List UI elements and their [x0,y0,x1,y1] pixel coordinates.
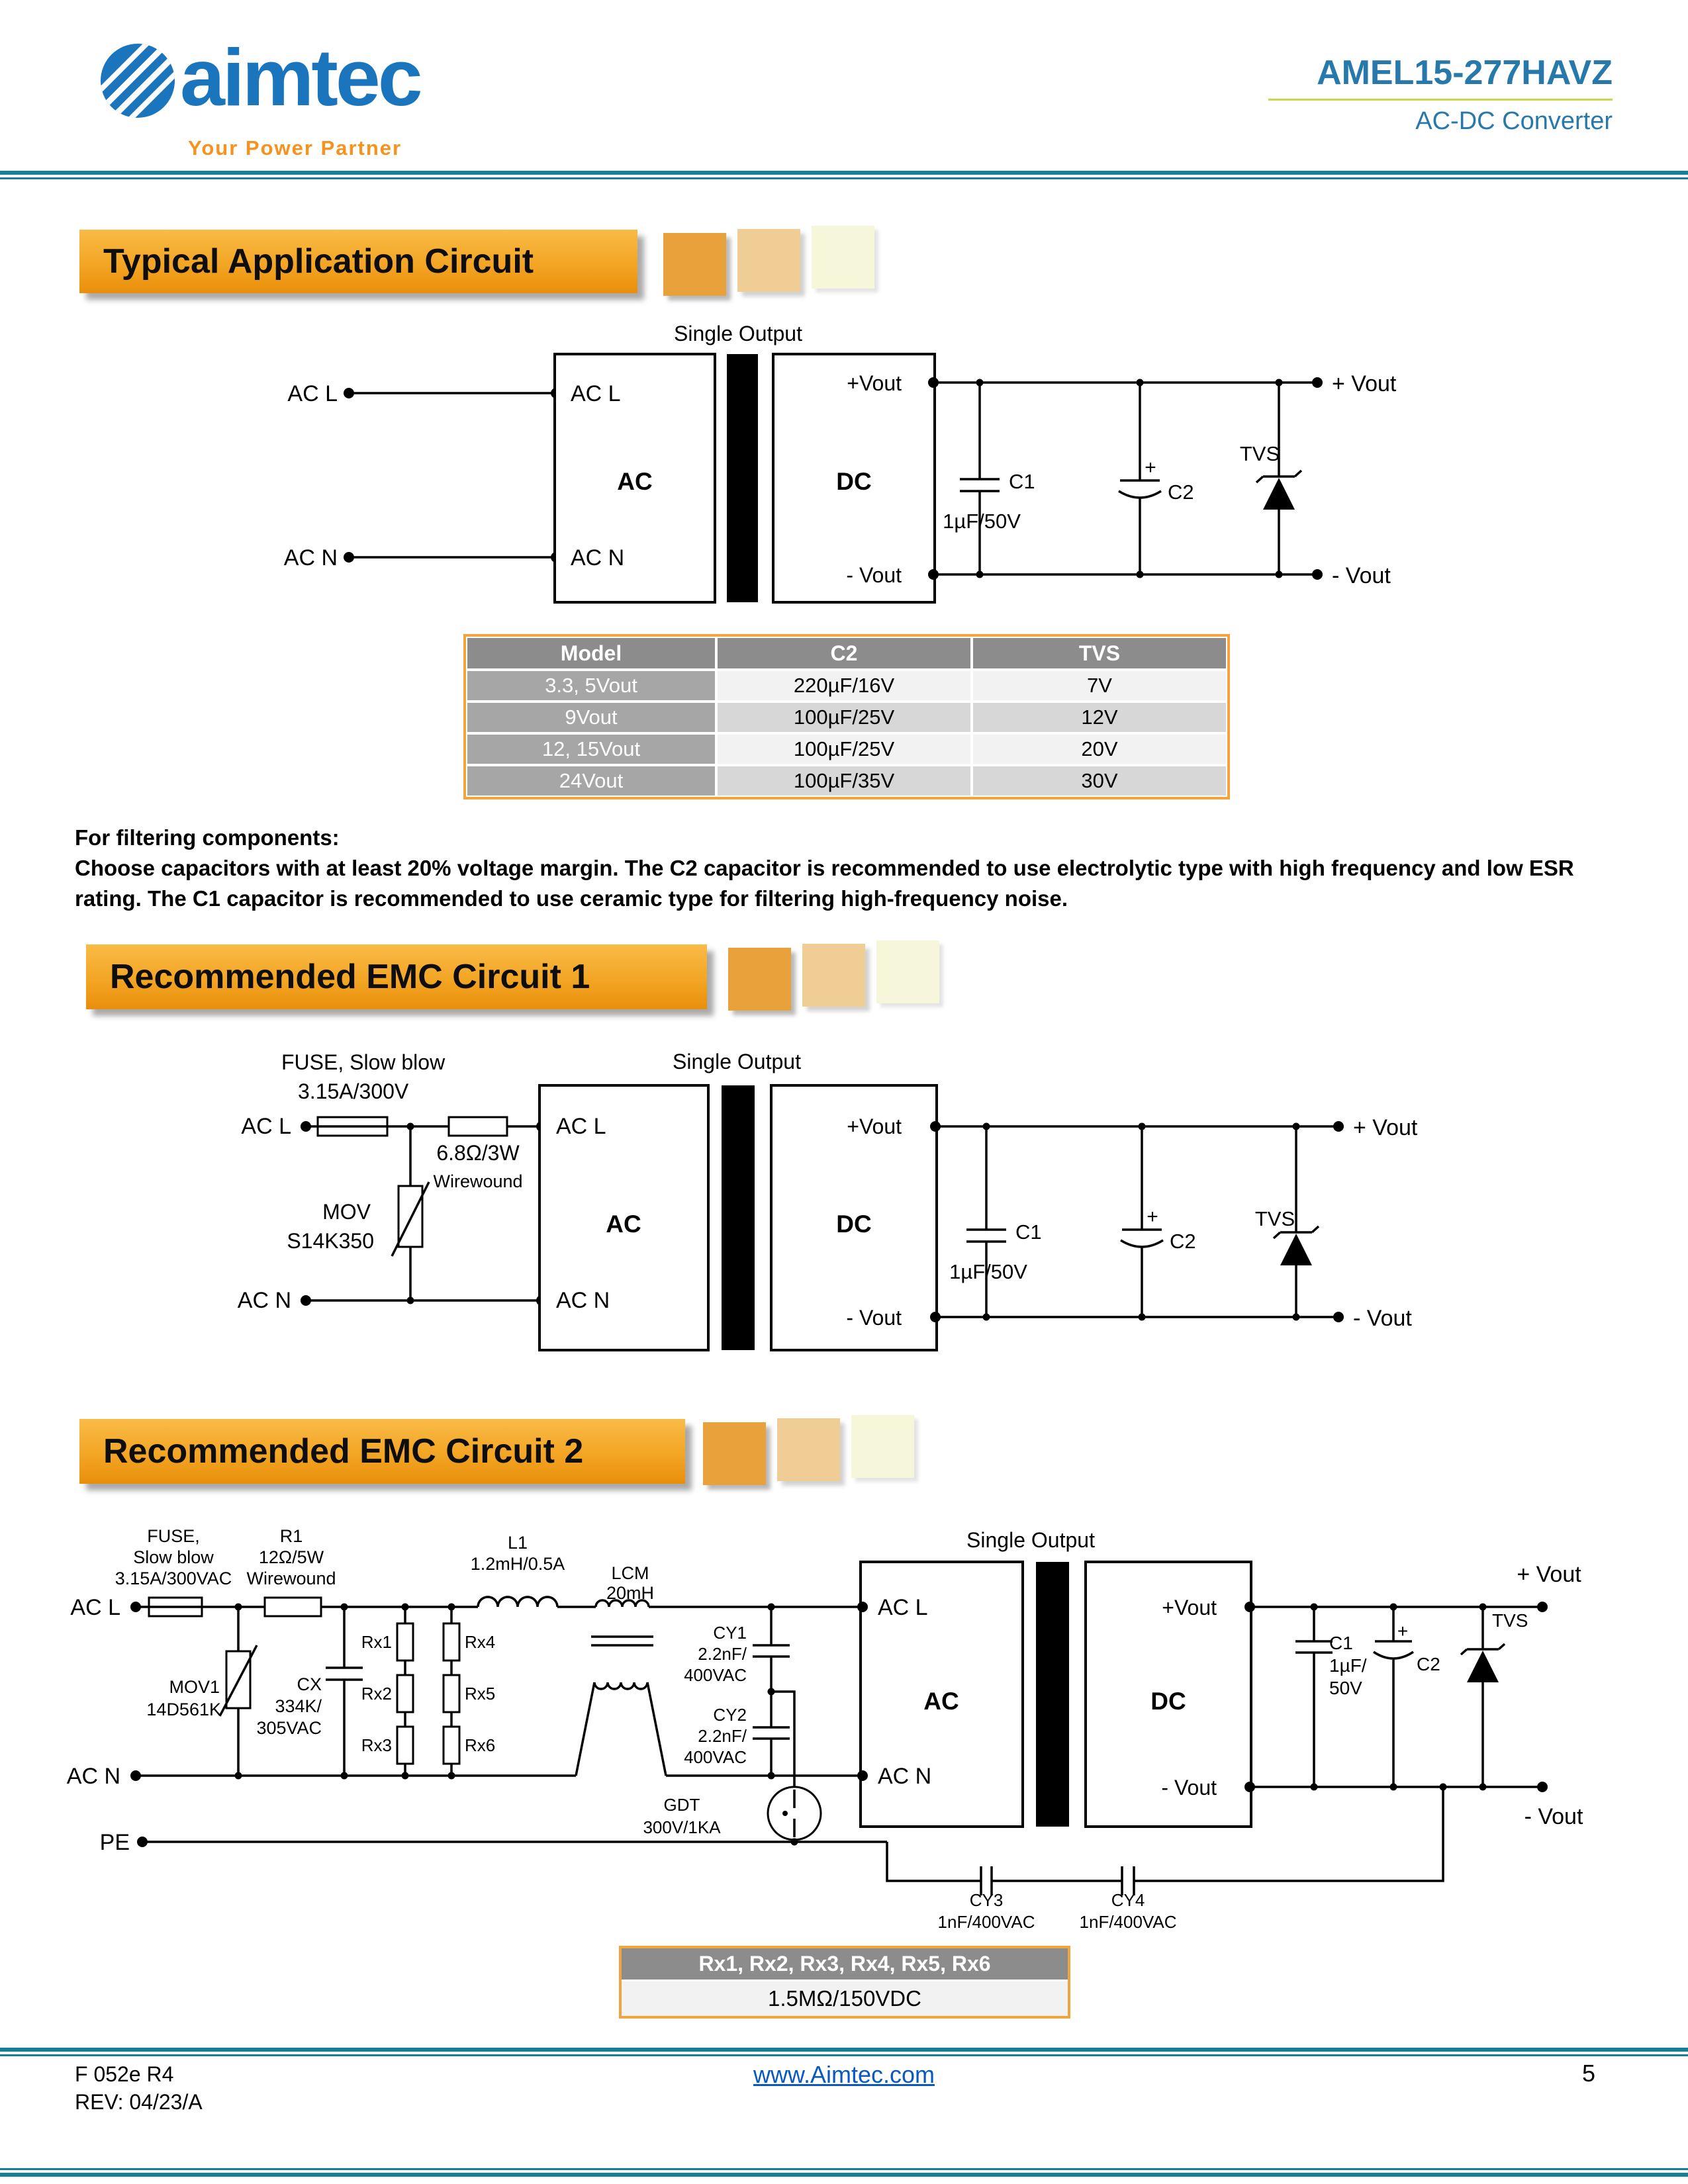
fuse [301,1117,387,1136]
lcm-value-label: 20mH [606,1583,655,1603]
tvs-diode [1256,379,1301,578]
module-ac-n-label: AC N [571,545,625,570]
l1-value-label: 1.2mH/0.5A [470,1554,565,1574]
model-cell: 3.3, 5Vout [466,670,716,702]
cy2-label: CY2 [713,1705,747,1725]
filtering-note [75,823,1604,914]
module-ac-n-label: AC N [556,1288,610,1313]
ac-n-input-label: AC N [237,1288,291,1313]
c2-cell: 100µF/25V [716,733,972,765]
c1-value-label: 1µF/50V [949,1260,1027,1283]
table-header-model: Model [466,637,716,670]
module-vout-minus-label: - Vout [1161,1776,1217,1799]
fuse-label: FUSE, Slow blow [281,1050,445,1074]
decor-square [876,940,939,1003]
emc-circuit-2-diagram [0,1516,1688,1939]
c1-value-label: 1µF/50V [943,510,1021,533]
footer-revision: REV: 04/23/A [75,2090,203,2114]
section-title: Recommended EMC Circuit 1 [110,958,590,996]
module-dc-label: DC [836,1210,872,1238]
vout-minus-terminal-label: - Vout [1353,1306,1412,1331]
c1-value-label-1: 1µF/ [1329,1655,1367,1676]
module-ac-label: AC [617,468,653,495]
module-ac-l-label: AC L [878,1595,928,1620]
module-ac-l-label: AC L [571,381,621,406]
mov-value-label: S14K350 [287,1229,374,1253]
transformer-bar [1036,1562,1069,1827]
logo-tagline: Your Power Partner [188,136,402,159]
c2-label: C2 [1170,1230,1196,1253]
cy3-label: CY3 [969,1890,1004,1910]
model-cell: 12, 15Vout [466,733,716,765]
decor-square [703,1422,766,1485]
c2-cell: 100µF/35V [716,765,972,797]
cy1-capacitor [753,1604,790,1728]
table-header-c2: C2 [716,637,972,670]
tvs-cell: 7V [972,670,1227,702]
model-cell: 9Vout [466,702,716,733]
table-row [466,733,1227,765]
c1-value-label-2: 50V [1329,1678,1362,1698]
rx5-label: Rx5 [465,1684,496,1704]
c2-polarity-plus: + [1397,1621,1409,1641]
module-dc-label: DC [836,468,872,495]
cy1-label: CY1 [713,1623,747,1643]
c1-capacitor [1295,1604,1333,1791]
fuse-label-3: 3.15A/300VAC [115,1569,232,1588]
website-link[interactable]: www.Aimtec.com [753,2061,935,2088]
l1-label: L1 [507,1533,528,1553]
rx-table-header: Rx1, Rx2, Rx3, Rx4, Rx5, Rx6 [622,1948,1068,1981]
vout-plus-terminal-label: + Vout [1517,1562,1581,1587]
mov1-value-label: 14D561K [146,1700,221,1719]
pe-input-label: PE [99,1830,130,1855]
cy1-value-label-2: 400VAC [684,1665,747,1685]
fuse-value-label: 3.15A/300V [298,1079,409,1103]
vout-plus-terminal-label: + Vout [1353,1115,1418,1140]
table-header-row [466,637,1227,670]
typical-application-circuit-diagram [0,311,1688,615]
rx1-label: Rx1 [361,1632,392,1652]
page-number: 5 [1582,2060,1596,2087]
emc-circuit-1-diagram [0,1032,1688,1390]
tvs-label: TVS [1239,442,1280,465]
ac-l-input-label: AC L [70,1595,120,1620]
vout-minus-terminal-label: - Vout [1524,1804,1583,1829]
bottom-page-divider [0,2168,1688,2177]
r1-type-label: Wirewound [246,1569,336,1588]
module-vout-plus-label: +Vout [847,1115,902,1138]
module-vout-plus-label: +Vout [1162,1596,1217,1619]
c1-label: C1 [1009,470,1035,493]
r1-value-label: 12Ω/5W [258,1547,324,1567]
cy1-value-label-1: 2.2nF/ [698,1644,747,1664]
fuse-label-1: FUSE, [147,1526,200,1546]
c2-label: C2 [1417,1654,1440,1674]
part-number: AMEL15-277HAVZ [1317,54,1613,92]
fuse [130,1598,202,1616]
cy2-value-label-2: 400VAC [684,1747,747,1767]
filtering-note-title: For filtering components: [75,825,340,850]
decor-square [728,948,791,1011]
tvs-cell: 30V [972,765,1227,797]
module-ac-label: AC [923,1688,959,1715]
model-cell: 24Vout [466,765,716,797]
logo-wordmark: aimtec [180,32,420,122]
rx-table-value: 1.5MΩ/150VDC [622,1981,1068,2016]
module-dc-label: DC [1150,1688,1186,1715]
ac-n-input-label: AC N [66,1764,120,1789]
r1-resistor [202,1598,478,1616]
c2-tvs-selection-table [463,634,1230,799]
cx-label: CX [297,1674,322,1694]
cx-capacitor [326,1604,363,1780]
l1-inductor [478,1597,596,1607]
module-ac-label: AC [606,1210,641,1238]
gdt-gas-discharge-tube [768,1692,821,1842]
table-header-tvs: TVS [972,637,1227,670]
tvs-label: TVS [1492,1610,1528,1631]
vout-minus-terminal-label: - Vout [1332,563,1391,588]
table-row [466,670,1227,702]
tvs-label: TVS [1254,1207,1295,1230]
gdt-label: GDT [663,1795,700,1815]
single-output-label: Single Output [966,1528,1095,1552]
module-vout-minus-label: - Vout [846,563,902,587]
cy3-value-label: 1nF/400VAC [937,1912,1035,1932]
decor-square [737,229,800,292]
part-number-underline [1268,99,1613,101]
decor-square [663,233,726,296]
resistor-type-label: Wirewound [433,1171,523,1191]
gdt-value-label: 300V/1KA [643,1817,721,1837]
resistor-value-label: 6.8Ω/3W [436,1141,520,1165]
rx4-label: Rx4 [465,1632,496,1652]
ac-l-input-label: AC L [287,381,338,406]
footer-doc-number: F 052e R4 [75,2062,174,2086]
c1-label: C1 [1015,1220,1042,1244]
product-type: AC-DC Converter [1415,107,1613,135]
rx2-label: Rx2 [361,1684,392,1704]
cy4-label: CY4 [1111,1890,1145,1910]
section-title: Recommended EMC Circuit 2 [103,1432,584,1471]
rx-resistor-table [619,1946,1070,2019]
table-row [466,702,1227,733]
cy4-value-label: 1nF/400VAC [1079,1912,1177,1932]
section-title: Typical Application Circuit [103,242,534,281]
mov1-varistor [220,1604,257,1780]
fuse-label-2: Slow blow [133,1547,214,1567]
cx-value-label-2: 305VAC [256,1718,322,1738]
table-row [466,765,1227,797]
c2-label: C2 [1168,480,1194,504]
single-output-label: Single Output [673,1050,801,1073]
section-banner-emc-circuit-2 [79,1419,685,1484]
c2-polarity-plus: + [1145,457,1156,478]
aimtec-logo-icon [98,41,177,120]
section-banner-typical-application [79,230,637,293]
c1-capacitor [960,379,1000,578]
module-ac-l-label: AC L [556,1114,606,1139]
decor-square [777,1418,840,1481]
c2-capacitor [1119,379,1161,578]
transformer-bar [727,354,758,602]
module-vout-minus-label: - Vout [846,1306,902,1330]
mov-label: MOV [322,1200,371,1224]
cx-value-label-1: 334K/ [275,1696,322,1716]
footer-divider [0,2048,1688,2056]
decor-square [802,944,865,1007]
tvs-diode [1461,1604,1505,1791]
filtering-note-body: Choose capacitors with at least 20% voltage margin. The C2 capacitor is recommended to use electrolytic type with high frequency and low ESR rating. The C1 capacitor is recommended to use ceramic type for filtering high-frequency noise. [75,856,1574,911]
vout-plus-terminal-label: + Vout [1332,371,1397,396]
ac-n-input-label: AC N [283,545,338,570]
header-divider [0,171,1688,179]
rx-resistor-network [397,1604,459,1780]
lcm-label: LCM [611,1563,649,1583]
mov-varistor [392,1123,429,1304]
mov1-label: MOV1 [169,1677,220,1697]
section-banner-emc-circuit-1 [86,944,707,1009]
c1-capacitor [966,1123,1006,1321]
decor-square [851,1415,914,1478]
c2-cell: 100µF/25V [716,702,972,733]
pe-line [137,1837,887,1847]
c2-polarity-plus: + [1147,1206,1158,1228]
single-output-label: Single Output [674,322,802,345]
module-ac-n-label: AC N [878,1764,932,1789]
ac-l-input-label: AC L [241,1114,291,1139]
tvs-cell: 12V [972,702,1227,733]
tvs-cell: 20V [972,733,1227,765]
module-vout-plus-label: +Vout [847,371,902,395]
decor-square [812,226,874,289]
transformer-bar [722,1085,755,1350]
rx3-label: Rx3 [361,1735,392,1755]
c2-cell: 220µF/16V [716,670,972,702]
rx6-label: Rx6 [465,1735,496,1755]
cy2-value-label-1: 2.2nF/ [698,1726,747,1746]
c1-label: C1 [1329,1633,1353,1653]
r1-label: R1 [279,1526,303,1546]
input-lines [344,388,561,563]
